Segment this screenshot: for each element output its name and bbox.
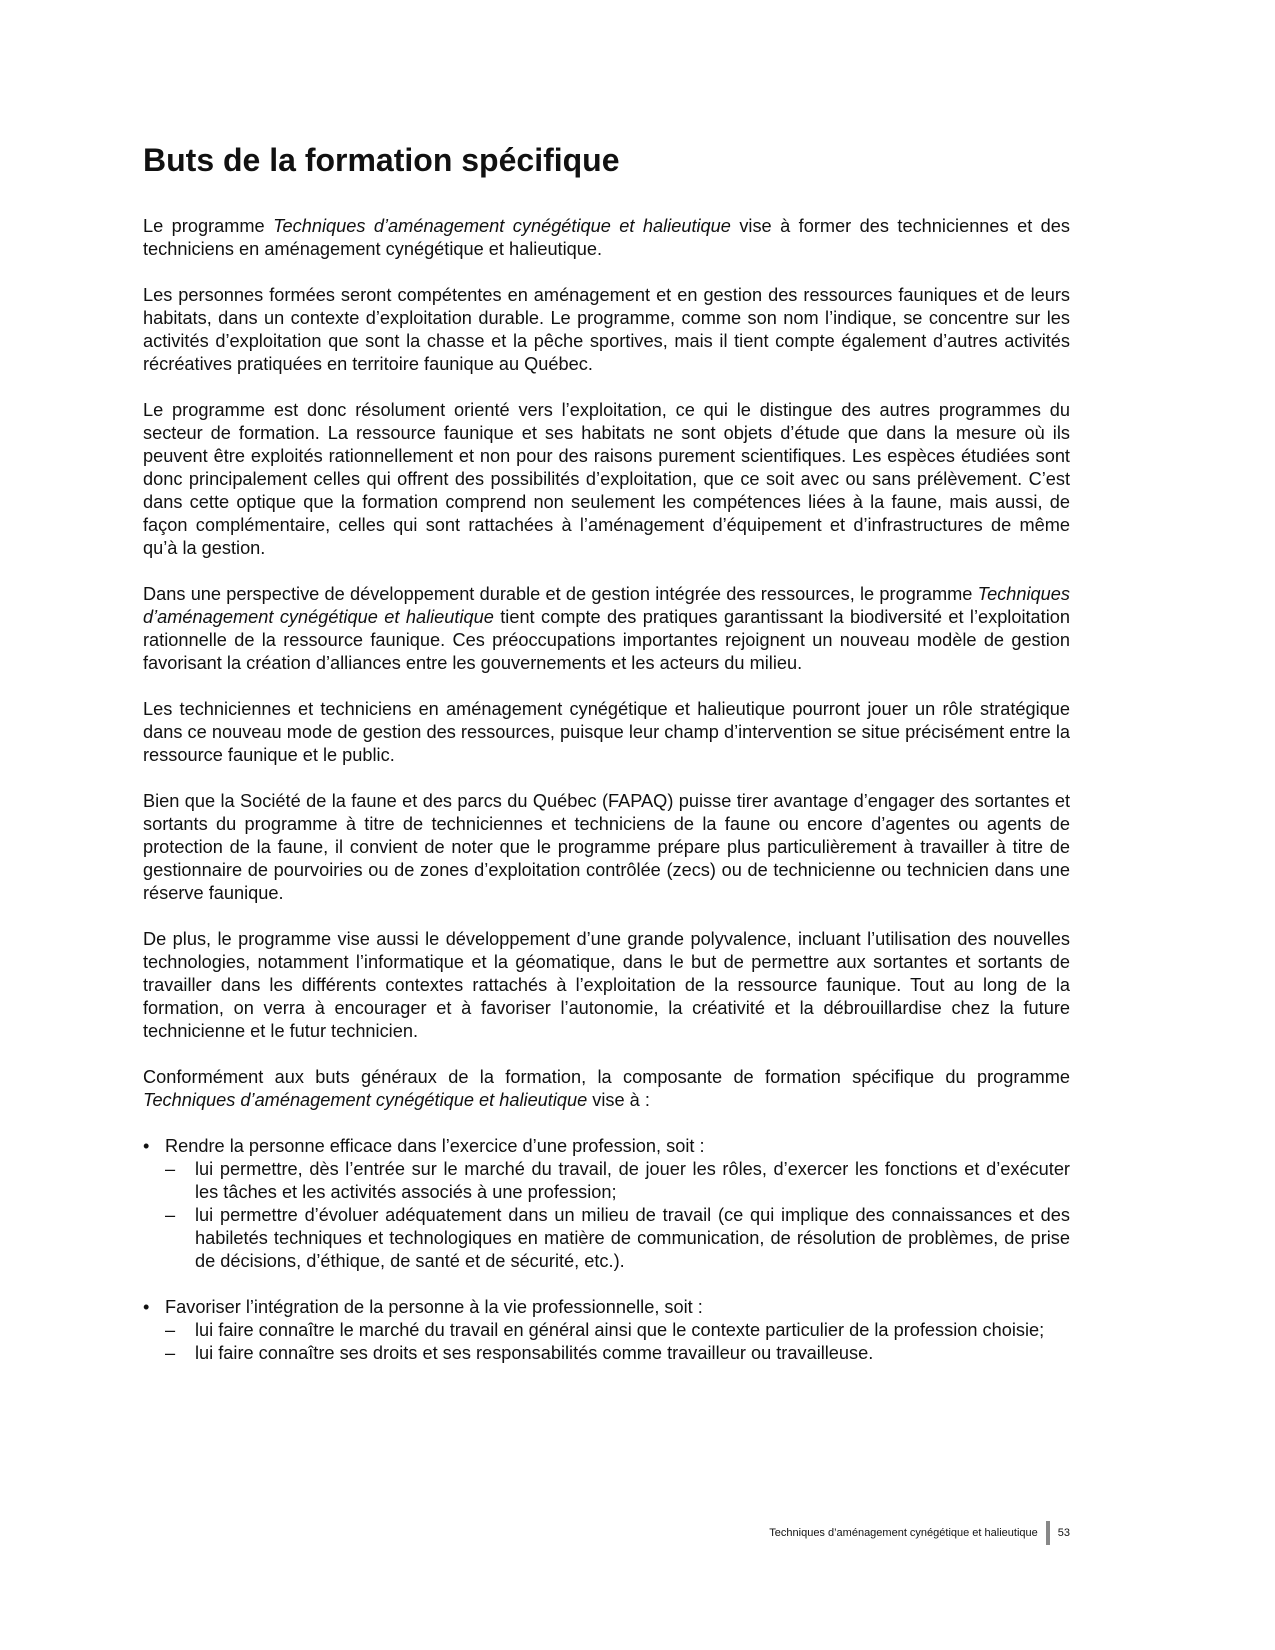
page-title: Buts de la formation spécifique <box>143 142 620 178</box>
paragraph: Les techniciennes et techniciens en aménagement cynégétique et halieutique pourront jouer un rôle stratégique dans ce nouveau mode de gestion des ressources, puisque leur champ d’intervention se situe précisément entre la ressource faunique et le public. <box>143 699 1070 765</box>
paragraph: Bien que la Société de la faune et des parcs du Québec (FAPAQ) puisse tirer avantage d’engager des sortantes et sortants du programme à titre de techniciennes et techniciens de la faune ou encore d’agentes ou agents de protection de la faune, il convient de noter que le programme prépare plus particulièrement à travailler à titre de gestionnaire de pourvoiries ou de zones d’exploitation contrôlée (zecs) ou de technicienne ou technicien dans une réserve faunique. <box>143 791 1070 903</box>
page-footer <box>769 1521 1070 1545</box>
sub-list-item <box>165 1319 1070 1342</box>
text: Dans une perspective de développement durable et de gestion intégrée des ressources, le programme <box>143 584 978 604</box>
sub-list <box>165 1319 1070 1365</box>
goals-list <box>143 1135 1070 1365</box>
text: tient compte des pratiques garantissant la biodiversité et l’exploitation rationnelle de la ressource faunique. Ces préoccupations importantes rejoignent un nouveau modèle de gestion favorisant la création d’alliances entre les gouvernements et les acteurs du milieu. <box>143 607 1070 673</box>
paragraph <box>143 1066 1070 1112</box>
sub-list-item <box>165 1342 1070 1365</box>
document-page <box>143 140 1070 1388</box>
list-item-text: Rendre la personne efficace dans l’exercice d’une profession, soit : <box>165 1136 705 1156</box>
dash-icon: – <box>165 1159 176 1179</box>
footer-title: Techniques d’aménagement cynégétique et halieutique <box>769 1527 1038 1539</box>
bullet-icon: • <box>143 1297 150 1317</box>
paragraph <box>143 215 1070 261</box>
paragraph: De plus, le programme vise aussi le développement d’une grande polyvalence, incluant l’utilisation des nouvelles technologies, notamment l’informatique et la géomatique, dans le but de permettre aux sortantes et sortants de travailler dans les différents contextes rattachés à l’exploitation de la ressource faunique. Tout au long de la formation, on verra à encourager et à favoriser l’autonomie, la créativité et la débrouillardise chez la future technicienne et le futur technicien. <box>143 929 1070 1041</box>
sub-list-item-text: lui permettre, dès l’entrée sur le marché du travail, de jouer les rôles, d’exercer les fonctions et d’exécuter les tâches et les activités associés à une profession; <box>195 1159 1070 1202</box>
program-title: Techniques d’aménagement cynégétique et halieutique <box>143 584 1070 627</box>
sub-list-item <box>165 1204 1070 1273</box>
sub-list <box>165 1158 1070 1273</box>
list-item <box>143 1135 1070 1273</box>
bullet-icon: • <box>143 1136 150 1156</box>
paragraph: Le programme est donc résolument orienté vers l’exploitation, ce qui le distingue des autres programmes du secteur de formation. La ressource faunique et ses habitats ne sont objets d’étude que dans la mesure où ils peuvent être exploités rationnellement et non pour des raisons purement scientifiques. Les espèces étudiées sont donc principalement celles qui offrent des possibilités d’exploitation, que ce soit avec ou sans prélèvement. C’est dans cette optique que la formation comprend non seulement les compétences liées à la faune, mais aussi, de façon complémentaire, celles qui sont rattachées à l’aménagement d’équipement et d’infrastructures de même qu’à la gestion. <box>143 400 1070 558</box>
program-title: Techniques d’aménagement cynégétique et halieutique <box>273 216 731 236</box>
paragraph: Les personnes formées seront compétentes en aménagement et en gestion des ressources fauniques et de leurs habitats, dans un contexte d’exploitation durable. Le programme, comme son nom l’indique, se concentre sur les activités d’exploitation que sont la chasse et la pêche sportives, mais il tient compte également d’autres activités récréatives pratiquées en territoire faunique au Québec. <box>143 285 1070 374</box>
paragraph <box>143 583 1070 675</box>
sub-list-item-text: lui faire connaître ses droits et ses responsabilités comme travailleur ou travailleuse. <box>195 1343 874 1363</box>
sub-list-item-text: lui permettre d’évoluer adéquatement dans un milieu de travail (ce qui implique des connaissances et des habiletés techniques et technologiques en matière de communication, de résolution de problèmes, de prise de décisions, d’éthique, de santé et de sécurité, etc.). <box>195 1205 1070 1271</box>
text: vise à : <box>587 1090 650 1110</box>
text: Conformément aux buts généraux de la formation, la composante de formation spécifique du programme <box>143 1067 1070 1087</box>
text: Le programme <box>143 216 274 236</box>
program-title: Techniques d’aménagement cynégétique et halieutique <box>143 1090 588 1110</box>
footer-divider <box>1046 1521 1050 1545</box>
dash-icon: – <box>165 1205 176 1225</box>
list-item <box>143 1296 1070 1365</box>
text: vise à former des techniciennes et des techniciens en aménagement cynégétique et halieutique. <box>143 216 1071 259</box>
sub-list-item-text: lui faire connaître le marché du travail en général ainsi que le contexte particulier de la profession choisie; <box>195 1320 1045 1340</box>
dash-icon: – <box>165 1320 176 1340</box>
dash-icon: – <box>165 1343 176 1363</box>
page-number: 53 <box>1057 1527 1070 1539</box>
list-item-text: Favoriser l’intégration de la personne à la vie professionnelle, soit : <box>165 1297 703 1317</box>
sub-list-item <box>165 1158 1070 1204</box>
